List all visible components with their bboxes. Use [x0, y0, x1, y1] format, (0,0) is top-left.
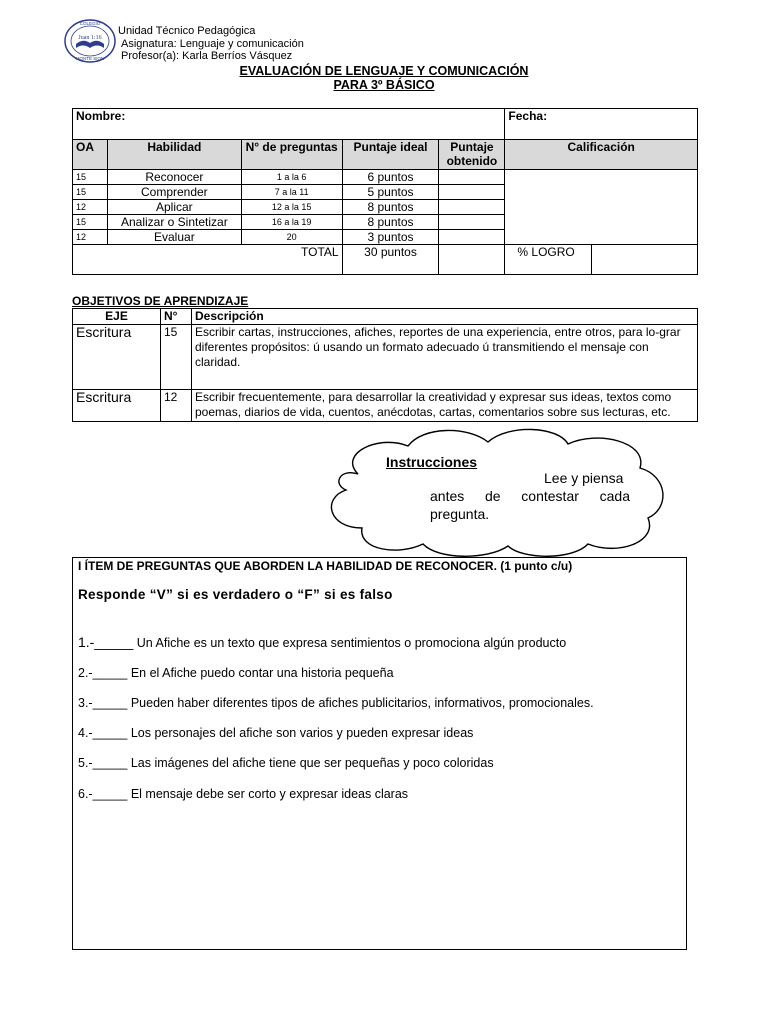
preguntas-cell: 20: [241, 230, 342, 245]
question-text: En el Afiche puedo contar una historia pequeña: [127, 666, 394, 680]
eje-cell: Escritura: [73, 390, 161, 422]
oa-cell: 12: [73, 200, 108, 215]
question-5: [78, 756, 494, 770]
table-row: [73, 170, 698, 185]
habilidad-cell: Analizar o Sintetizar: [107, 215, 241, 230]
question-4: [78, 726, 473, 740]
header-calificacion: Calificación: [505, 140, 698, 170]
page-title: EVALUACIÓN DE LENGUAJE Y COMUNICACIÓN: [239, 64, 529, 78]
header-n: N°: [161, 309, 192, 325]
logro-value-cell[interactable]: [592, 245, 698, 275]
answer-blank[interactable]: 4.-_____: [78, 726, 128, 740]
header-oa: OA: [73, 140, 108, 170]
obtained-cell[interactable]: [439, 170, 505, 185]
question-3: [78, 696, 594, 710]
n-cell: 15: [161, 325, 192, 390]
header-teacher: Profesor(a): Karla Berríos Vásquez: [121, 50, 293, 62]
total-row: [73, 245, 698, 275]
objectives-table: [72, 308, 698, 422]
items-section: [72, 557, 687, 950]
question-1: [78, 634, 566, 650]
question-text: El mensaje debe ser corto y expresar ideas claras: [127, 787, 409, 801]
total-obtained-cell[interactable]: [439, 245, 505, 275]
question-text: Pueden haber diferentes tipos de afiches publicitarios, informativos, promocionales.: [127, 696, 594, 710]
header-unit: Unidad Técnico Pedagógica: [118, 25, 256, 37]
oa-cell: 15: [73, 215, 108, 230]
date-label: Fecha:: [508, 109, 548, 123]
header-subject: Asignatura: Lenguaje y comunicación: [121, 38, 304, 50]
objectives-heading: OBJETIVOS DE APRENDIZAJE: [72, 294, 249, 308]
question-2: [78, 666, 394, 680]
total-label: TOTAL: [73, 245, 343, 275]
habilidad-cell: Reconocer: [107, 170, 241, 185]
logro-label: % LOGRO: [505, 245, 592, 275]
header-puntaje-obtenido: Puntaje obtenido: [439, 140, 505, 170]
answer-blank[interactable]: 1.-_____: [78, 634, 134, 650]
page-subtitle: PARA 3º BÁSICO: [333, 78, 435, 92]
school-logo: [64, 18, 116, 64]
preguntas-cell: 7 a la 11: [241, 185, 342, 200]
header-descripcion: Descripción: [192, 309, 698, 325]
header-habilidad: Habilidad: [107, 140, 241, 170]
preguntas-cell: 1 a la 6: [241, 170, 342, 185]
answer-blank[interactable]: 5.-_____: [78, 756, 128, 770]
descripcion-cell: Escribir cartas, instrucciones, afiches, reportes de una experiencia, entre otros, para lo-grar diferentes propósitos: ú usando un formato adecuado ú transmitiendo el mensaje con claridad.: [192, 325, 698, 390]
puntaje-cell: 6 puntos: [342, 170, 439, 185]
puntaje-cell: 3 puntos: [342, 230, 439, 245]
question-text: Un Afiche es un texto que expresa sentimientos o promociona algún producto: [133, 636, 567, 650]
logo-top-text: COLEGIO: [79, 21, 101, 26]
question-text: Las imágenes del afiche tiene que ser pequeñas y poco coloridas: [127, 756, 494, 770]
n-cell: 12: [161, 390, 192, 422]
answer-blank[interactable]: 6.-_____: [78, 787, 128, 801]
items-heading: I ÍTEM DE PREGUNTAS QUE ABORDEN LA HABILIDAD DE RECONOCER. (1 punto c/u): [78, 559, 573, 573]
logo-bottom-text: MONTE SION: [75, 56, 105, 61]
table-row: [73, 325, 698, 390]
preguntas-cell: 16 a la 19: [241, 215, 342, 230]
puntaje-cell: 8 puntos: [342, 200, 439, 215]
puntaje-cell: 5 puntos: [342, 185, 439, 200]
name-label: Nombre:: [76, 109, 126, 123]
table-row: [73, 390, 698, 422]
question-6: [78, 787, 408, 801]
items-instruction: Responde “V” si es verdadero o “F” si es falso: [78, 587, 393, 602]
answer-blank[interactable]: 3.-_____: [78, 696, 128, 710]
instructions-line-1: Lee y piensa: [544, 470, 624, 486]
oa-cell: 15: [73, 185, 108, 200]
habilidad-cell: Comprender: [107, 185, 241, 200]
oa-cell: 12: [73, 230, 108, 245]
header-eje: EJE: [73, 309, 161, 325]
evaluation-table: [72, 108, 698, 275]
obtained-cell[interactable]: [439, 230, 505, 245]
descripcion-cell: Escribir frecuentemente, para desarrollar la creatividad y expresar sus ideas, textos como poemas, diarios de vida, cuentos, anécdotas, cartas, comentarios sobre sus lecturas, etc.: [192, 390, 698, 422]
puntaje-cell: 8 puntos: [342, 215, 439, 230]
instructions-title: Instrucciones: [386, 454, 478, 470]
obtained-cell[interactable]: [439, 185, 505, 200]
obtained-cell[interactable]: [439, 215, 505, 230]
oa-cell: 15: [73, 170, 108, 185]
preguntas-cell: 12 a la 15: [241, 200, 342, 215]
logo-verse: Juan 1:16: [78, 35, 102, 41]
habilidad-cell: Aplicar: [107, 200, 241, 215]
instructions-line-2: antes de contestar cada: [430, 488, 630, 504]
eje-cell: Escritura: [73, 325, 161, 390]
answer-blank[interactable]: 2.-_____: [78, 666, 128, 680]
calificacion-cell[interactable]: [505, 170, 698, 245]
instructions-line-3: pregunta.: [430, 506, 490, 522]
name-field[interactable]: [73, 109, 505, 140]
date-field[interactable]: [505, 109, 698, 140]
header-preguntas: N° de preguntas: [241, 140, 342, 170]
habilidad-cell: Evaluar: [107, 230, 241, 245]
total-value: 30 puntos: [342, 245, 439, 275]
obtained-cell[interactable]: [439, 200, 505, 215]
question-text: Los personajes del afiche son varios y pueden expresar ideas: [127, 726, 474, 740]
header-puntaje-ideal: Puntaje ideal: [342, 140, 439, 170]
